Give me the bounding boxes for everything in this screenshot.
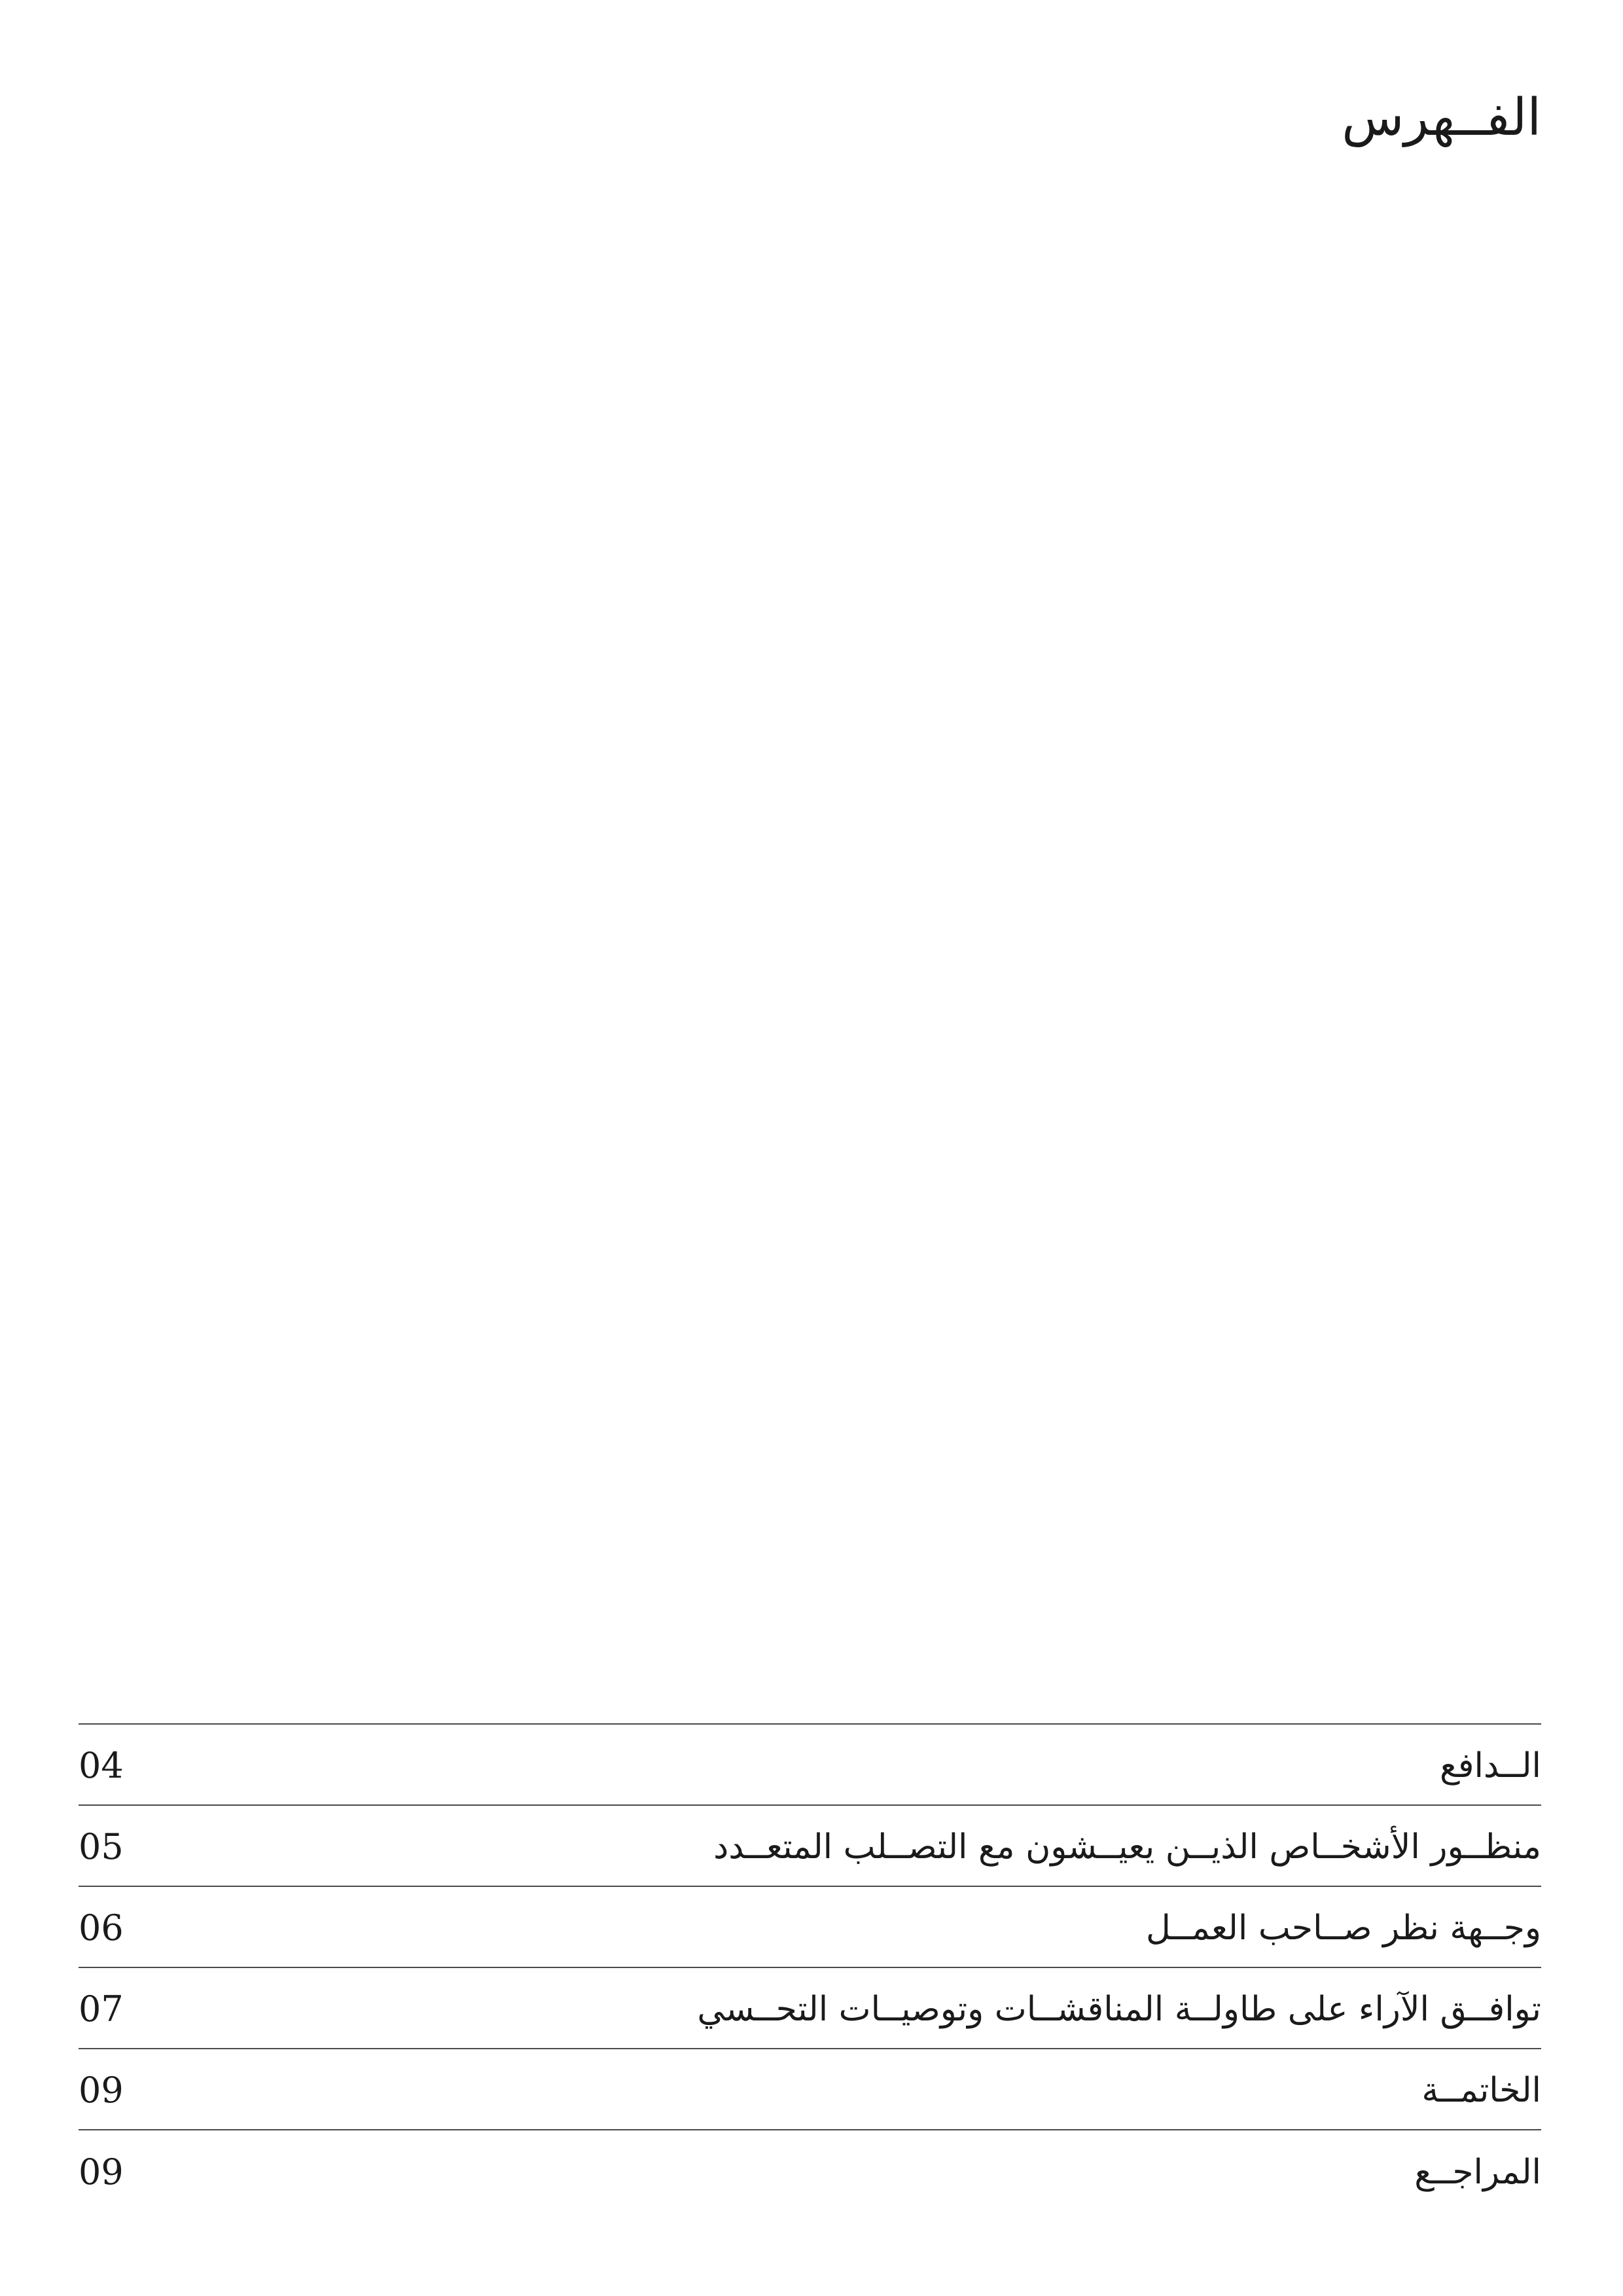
- toc-page-number: 07: [79, 1988, 124, 2030]
- page-title: الفــهرس: [1342, 88, 1541, 147]
- toc-page-number: 05: [79, 1826, 124, 1867]
- toc-page-number: 06: [79, 1907, 124, 1948]
- toc-row-references[interactable]: [79, 2130, 1541, 2212]
- toc-page-number: 09: [79, 2151, 124, 2193]
- toc-entry-label: وجــهة نظر صــاحب العمــل: [1146, 1909, 1541, 1948]
- toc-row-ms-perspective[interactable]: [79, 1806, 1541, 1887]
- toc-entry-label: توافــق الآراء على طاولــة المناقشــات وتوصيــات التحــسي: [697, 1990, 1541, 2029]
- toc-entry-label: منظــور الأشخــاص الذيــن يعيــشون مع التصــلب المتعــدد: [713, 1827, 1541, 1867]
- toc-entry-label: المراجــع: [1414, 2153, 1541, 2192]
- toc-row-motivation[interactable]: [79, 1725, 1541, 1806]
- toc-row-employer-view[interactable]: [79, 1887, 1541, 1968]
- toc-row-conclusion[interactable]: [79, 2049, 1541, 2130]
- toc-row-consensus[interactable]: [79, 1968, 1541, 2049]
- toc-entry-label: الــدافع: [1439, 1746, 1541, 1785]
- table-of-contents: [79, 1723, 1541, 2212]
- toc-entry-label: الخاتمــة: [1421, 2071, 1541, 2110]
- toc-page-number: 09: [79, 2070, 124, 2111]
- toc-page-number: 04: [79, 1745, 124, 1786]
